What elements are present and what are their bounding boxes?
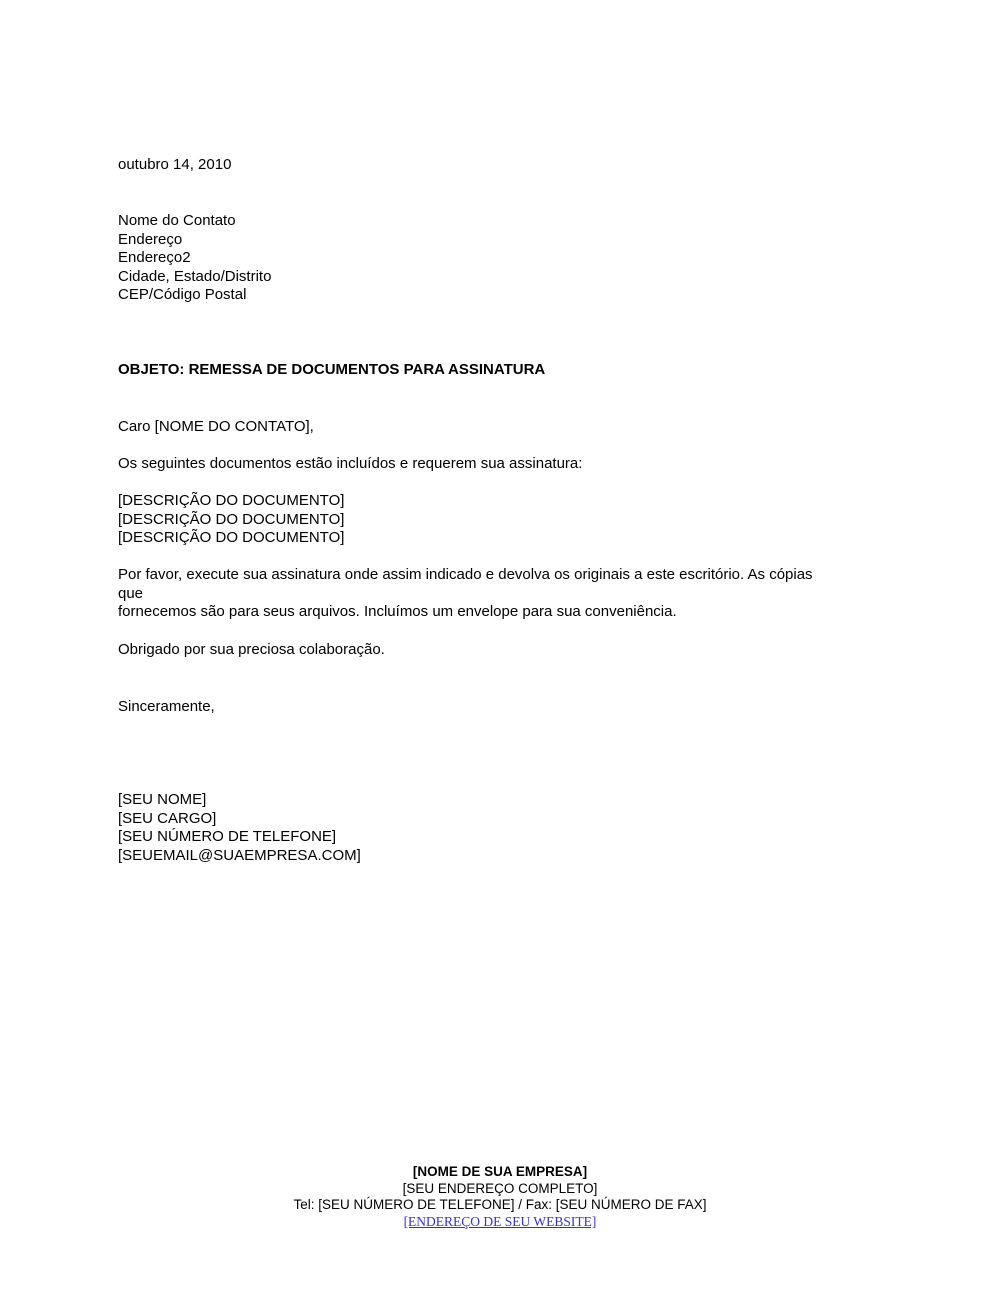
signature-phone: [SEU NÚMERO DE TELEFONE] — [118, 828, 337, 846]
body-line: que — [118, 584, 144, 602]
intro-sentence: Os seguintes documentos estão incluídos e requerem sua assinatura: — [118, 455, 583, 472]
subject-line: OBJETO: REMESSA DE DOCUMENTOS PARA ASSINATURA — [118, 361, 546, 378]
document-list — [118, 492, 344, 548]
recipient-name: Nome do Contato — [118, 212, 236, 229]
signature-block — [118, 791, 361, 865]
salutation: Caro [NOME DO CONTATO], — [118, 418, 314, 435]
body-paragraph — [118, 566, 813, 622]
closing: Sinceramente, — [118, 698, 215, 715]
footer-phone-fax: Tel: [SEU NÚMERO DE TELEFONE] / Fax: [SEU NÚMERO DE FAX] — [293, 1197, 707, 1213]
recipient-city-state: Cidade, Estado/Distrito — [118, 267, 272, 285]
document-item: [DESCRIÇÃO DO DOCUMENTO] — [118, 529, 345, 547]
footer-company-name: [NOME DE SUA EMPRESA] — [412, 1164, 588, 1179]
recipient-address-line2: Endereço2 — [118, 249, 191, 267]
signature-name: [SEU NOME] — [118, 791, 207, 808]
document-item: [DESCRIÇÃO DO DOCUMENTO] — [118, 492, 345, 509]
signature-email: [SEUEMAIL@SUAEMPRESA.COM] — [118, 846, 361, 864]
letter-footer — [0, 1164, 1000, 1230]
letter-date: outubro 14, 2010 — [118, 156, 232, 173]
footer-website-link[interactable]: [ENDEREÇO DE SEU WEBSITE] — [403, 1213, 597, 1229]
document-item: [DESCRIÇÃO DO DOCUMENTO] — [118, 510, 345, 528]
recipient-postal-code: CEP/Código Postal — [118, 286, 247, 304]
footer-website-line — [0, 1214, 1000, 1231]
recipient-address-block — [118, 212, 271, 305]
signature-title: [SEU CARGO] — [118, 809, 217, 827]
body-line: fornecemos são para seus arquivos. Incluímos um envelope para sua conveniência. — [118, 603, 677, 621]
footer-address: [SEU ENDEREÇO COMPLETO] — [402, 1180, 598, 1196]
body-line: Por favor, execute sua assinatura onde assim indicado e devolva os originais a este escritório. As cópias — [118, 566, 813, 583]
recipient-address-line1: Endereço — [118, 230, 183, 248]
thanks-sentence: Obrigado por sua preciosa colaboração. — [118, 641, 385, 658]
